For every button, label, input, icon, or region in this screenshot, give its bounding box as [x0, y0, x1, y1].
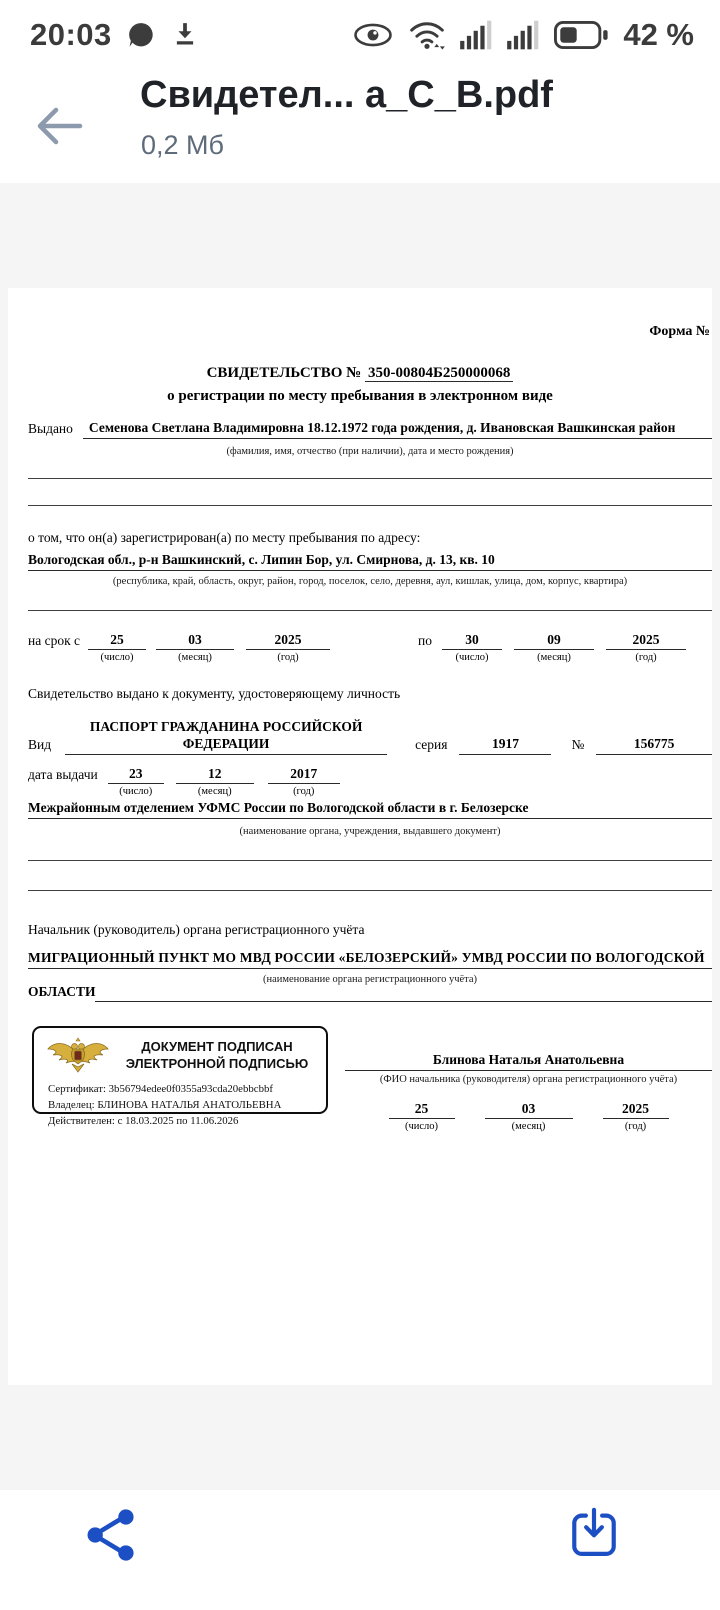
- pdf-viewer-canvas[interactable]: [0, 183, 720, 1490]
- issue-date-label: дата выдачи: [28, 767, 98, 782]
- address-caption: (республика, край, область, округ, район, город, поселок, село, деревня, аул, кишлак, улица, дом, корпус, квартира): [112, 576, 628, 587]
- stamp-owner: Владелец: БЛИНОВА НАТАЛЬЯ АНАТОЛЬЕВНА: [48, 1099, 282, 1112]
- registration-organ-line1: МИГРАЦИОННЫЙ ПУНКТ МО МВД РОССИИ «БЕЛОЗЕРСКИЙ» УМВД РОССИИ ПО ВОЛОГОДСКОЙ: [28, 950, 712, 969]
- wifi-icon: [407, 18, 447, 52]
- issue-date-day: 23 (число): [108, 766, 164, 797]
- term-to-label: по: [418, 633, 432, 648]
- kind-label: Вид: [28, 737, 52, 752]
- certificate-number: 350-00804Б250000068: [365, 365, 513, 382]
- battery-icon: [554, 20, 610, 50]
- issuing-organ-value: Межрайонным отделением УФМС России по Вологодской области в г. Белозерске: [28, 800, 712, 819]
- chat-notification-icon: [126, 20, 156, 50]
- issued-to-row: [28, 420, 712, 439]
- mvd-eagle-emblem-icon: [46, 1036, 110, 1076]
- issue-date-row: [28, 766, 340, 797]
- identity-document-text: Свидетельство выдано к документу, удостоверяющему личность: [28, 686, 401, 701]
- issued-label: Выдано: [28, 421, 73, 436]
- sign-date-month: 03 (месяц): [485, 1101, 573, 1132]
- term-to-year: 2025 (год): [606, 632, 686, 663]
- continuation-line-4: [28, 860, 712, 861]
- clock: 20:03: [30, 17, 112, 52]
- issue-date-year: 2017 (год): [268, 766, 340, 797]
- issued-caption: (фамилия, имя, отчество (при наличии), дата и место рождения): [226, 446, 514, 457]
- term-from-label: на срок с: [28, 633, 81, 648]
- term-row: [28, 632, 700, 663]
- registration-organ-caption: (наименование органа регистрационного учёта): [262, 974, 478, 985]
- chief-name-caption: (ФИО начальника (руководителя) органа регистрационного учёта): [379, 1074, 678, 1085]
- eye-icon: [352, 22, 394, 48]
- stamp-title: ДОКУМЕНТ ПОДПИСАН ЭЛЕКТРОННОЙ ПОДПИСЬЮ: [125, 1039, 309, 1071]
- certificate-title-prefix: СВИДЕТЕЛЬСТВО №: [206, 365, 366, 381]
- pdf-page: [8, 288, 712, 1385]
- app-header: [0, 62, 720, 183]
- registration-organ-line2-row: [28, 982, 712, 1002]
- download-notification-icon: [170, 20, 200, 50]
- battery-percent: 42 %: [623, 17, 694, 52]
- registration-organ-line2: ОБЛАСТИ: [28, 984, 96, 999]
- continuation-line-3: [28, 610, 712, 611]
- term-to-month: 09 (месяц): [514, 632, 594, 663]
- certificate-title-line2: о регистрации по месту пребывания в электронном виде: [167, 388, 553, 404]
- page-title: Свидетел... а_С_В.pdf: [140, 74, 553, 116]
- kind-value: ПАСПОРТ ГРАЖДАНИНА РОССИЙСКОЙ ФЕДЕРАЦИИ: [65, 718, 387, 755]
- signal-strength-icon-sim1: [460, 19, 494, 51]
- bottom-action-bar: [0, 1490, 720, 1610]
- sign-date-year: 2025 (год): [603, 1101, 669, 1132]
- stamp-validity: Действителен: с 18.03.2025 по 11.06.2026: [48, 1115, 239, 1128]
- chief-label: Начальник (руководитель) органа регистрационного учёта: [28, 922, 365, 937]
- number-label: №: [571, 737, 585, 752]
- series-label: серия: [415, 737, 448, 752]
- issue-date-month: 12 (месяц): [176, 766, 254, 797]
- stamp-certificate: Сертификат: 3b56794edee0f0355a93cda20ebbcbbf: [48, 1083, 273, 1095]
- term-from-day: 25 (число): [88, 632, 146, 663]
- issued-value: Семенова Светлана Владимировна 18.12.1972 года рождения, д. Ивановская Вашкинская район: [83, 420, 712, 439]
- continuation-line-1: [28, 478, 712, 479]
- signature-block: [8, 1026, 712, 1206]
- term-from-year: 2025 (год): [246, 632, 330, 663]
- continuation-line-2: [28, 505, 712, 506]
- address-value: Вологодская обл., р-н Вашкинский, с. Липин Бор, ул. Смирнова, д. 13, кв. 10: [28, 552, 712, 571]
- series-value: 1917: [459, 736, 551, 755]
- chief-name: Блинова Наталья Анатольевна: [345, 1052, 712, 1071]
- continuation-line-5: [28, 890, 712, 891]
- registered-at-text: о том, что он(а) зарегистрирован(а) по месту пребывания по адресу:: [28, 530, 421, 545]
- document-kind-row: [28, 718, 712, 755]
- back-button[interactable]: [34, 104, 84, 148]
- issuing-organ-caption: (наименование органа, учреждения, выдавшего документ): [239, 826, 501, 837]
- registration-organ-line2-rule: [95, 982, 712, 1002]
- signatory-column: [345, 1026, 712, 1132]
- signal-strength-icon-sim2: [507, 19, 541, 51]
- save-to-device-button[interactable]: [566, 1504, 622, 1562]
- form-number-label: Форма №: [649, 324, 710, 339]
- status-bar: [0, 0, 720, 62]
- document-title: [8, 362, 712, 408]
- sign-date-row: [345, 1101, 712, 1132]
- sign-date-day: 25 (число): [389, 1101, 455, 1132]
- number-value: 156775: [596, 736, 712, 755]
- share-button[interactable]: [84, 1506, 140, 1564]
- term-to-day: 30 (число): [442, 632, 502, 663]
- digital-signature-stamp: [32, 1026, 328, 1128]
- term-from-month: 03 (месяц): [156, 632, 234, 663]
- file-size-label: 0,2 Мб: [141, 130, 224, 160]
